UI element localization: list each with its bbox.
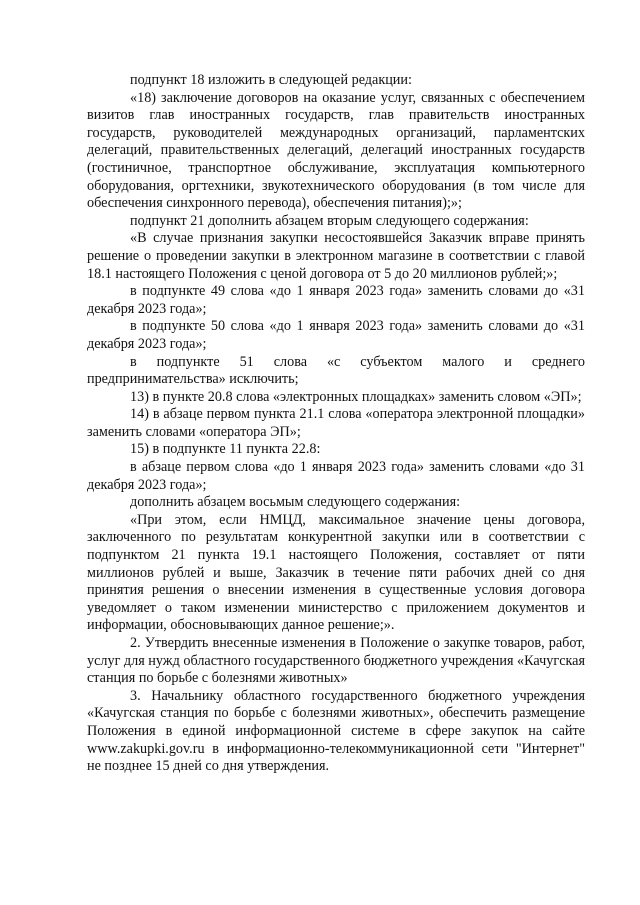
paragraph-item-13: 13) в пункте 20.8 слова «электронных площадках» заменить словом «ЭП»; bbox=[130, 388, 582, 405]
paragraph-item-15-add-text: «При этом, если НМЦД, максимальное значение цены договора, заключенного по результатам конкурентной закупки или в соответствии с подпунктом 21 пункта 19.1 настоящего Положения, составляет от пяти миллионов рублей и выше, Заказчик в течение пяти рабочих дней со дня принятия решения о внесении изменения в существенные условия договора уведомляет о таком изменении министерство с приложением документов и информации, обосновывающих данное решение;». bbox=[87, 511, 585, 634]
paragraph-item-15-add: дополнить абзацем восьмым следующего содержания: bbox=[130, 494, 461, 511]
paragraph-point-2: 2. Утвердить внесенные изменения в Положение о закупке товаров, работ, услуг для нужд областного государственного бюджетного учреждения «Качугская станция по борьбе с болезнями животных» bbox=[87, 635, 585, 687]
paragraph-subpoint-18-intro: подпункт 18 изложить в следующей редакции: bbox=[130, 72, 412, 88]
paragraph-subpoint-21-intro: подпункт 21 дополнить абзацем вторым следующего содержания: bbox=[130, 212, 529, 229]
paragraph-subpoint-51: в подпункте 51 слова «с субъектом малого и среднего предпринимательства» исключить; bbox=[87, 353, 585, 388]
paragraph-item-15-first: в абзаце первом слова «до 1 января 2023 года» заменить словами «до 31 декабря 2023 года»; bbox=[87, 459, 585, 493]
paragraph-subpoint-49: в подпункте 49 слова «до 1 января 2023 года» заменить словами до «31 декабря 2023 года»; bbox=[87, 283, 585, 317]
paragraph-subpoint-50: в подпункте 50 слова «до 1 января 2023 года» заменить словами до «31 декабря 2023 года»; bbox=[87, 318, 585, 352]
paragraph-point-3: 3. Начальнику областного государственного бюджетного учреждения «Качугская станция по борьбе с болезнями животных», обеспечить размещение Положения в единой информационной системе в сфере закупок на сайте www.zakupki.gov.ru в информационно-телекоммуникационной сети "Интернет" не позднее 15 дней со дня утверждения. bbox=[87, 687, 585, 775]
paragraph-subpoint-18-text: «18) заключение договоров на оказание услуг, связанных с обеспечением визитов глав иностранных государств, глав правительств иностранных государств, руководителей международных организаций, парламентских делегаций, правительственных делегаций, делегаций иностранных государств (гостиничное, транспортное обслуживание, эксплуатация компьютерного оборудования, оргтехники, звукотехнического оборудования (в том числе для обеспечения синхронного перевода), обеспечения питания);»; bbox=[87, 89, 585, 212]
paragraph-subpoint-21-text: «В случае признания закупки несостоявшейся Заказчик вправе принять решение о проведении закупки в электронном магазине в соответствии с главой 18.1 настоящего Положения с ценой договора от 5 до 20 миллионов рублей;»; bbox=[87, 230, 585, 282]
paragraph-item-14: 14) в абзаце первом пункта 21.1 слова «оператора электронной площадки» заменить словами «оператора ЭП»; bbox=[87, 406, 585, 440]
paragraph-item-15: 15) в подпункте 11 пункта 22.8: bbox=[130, 441, 321, 458]
document-page bbox=[87, 72, 585, 776]
